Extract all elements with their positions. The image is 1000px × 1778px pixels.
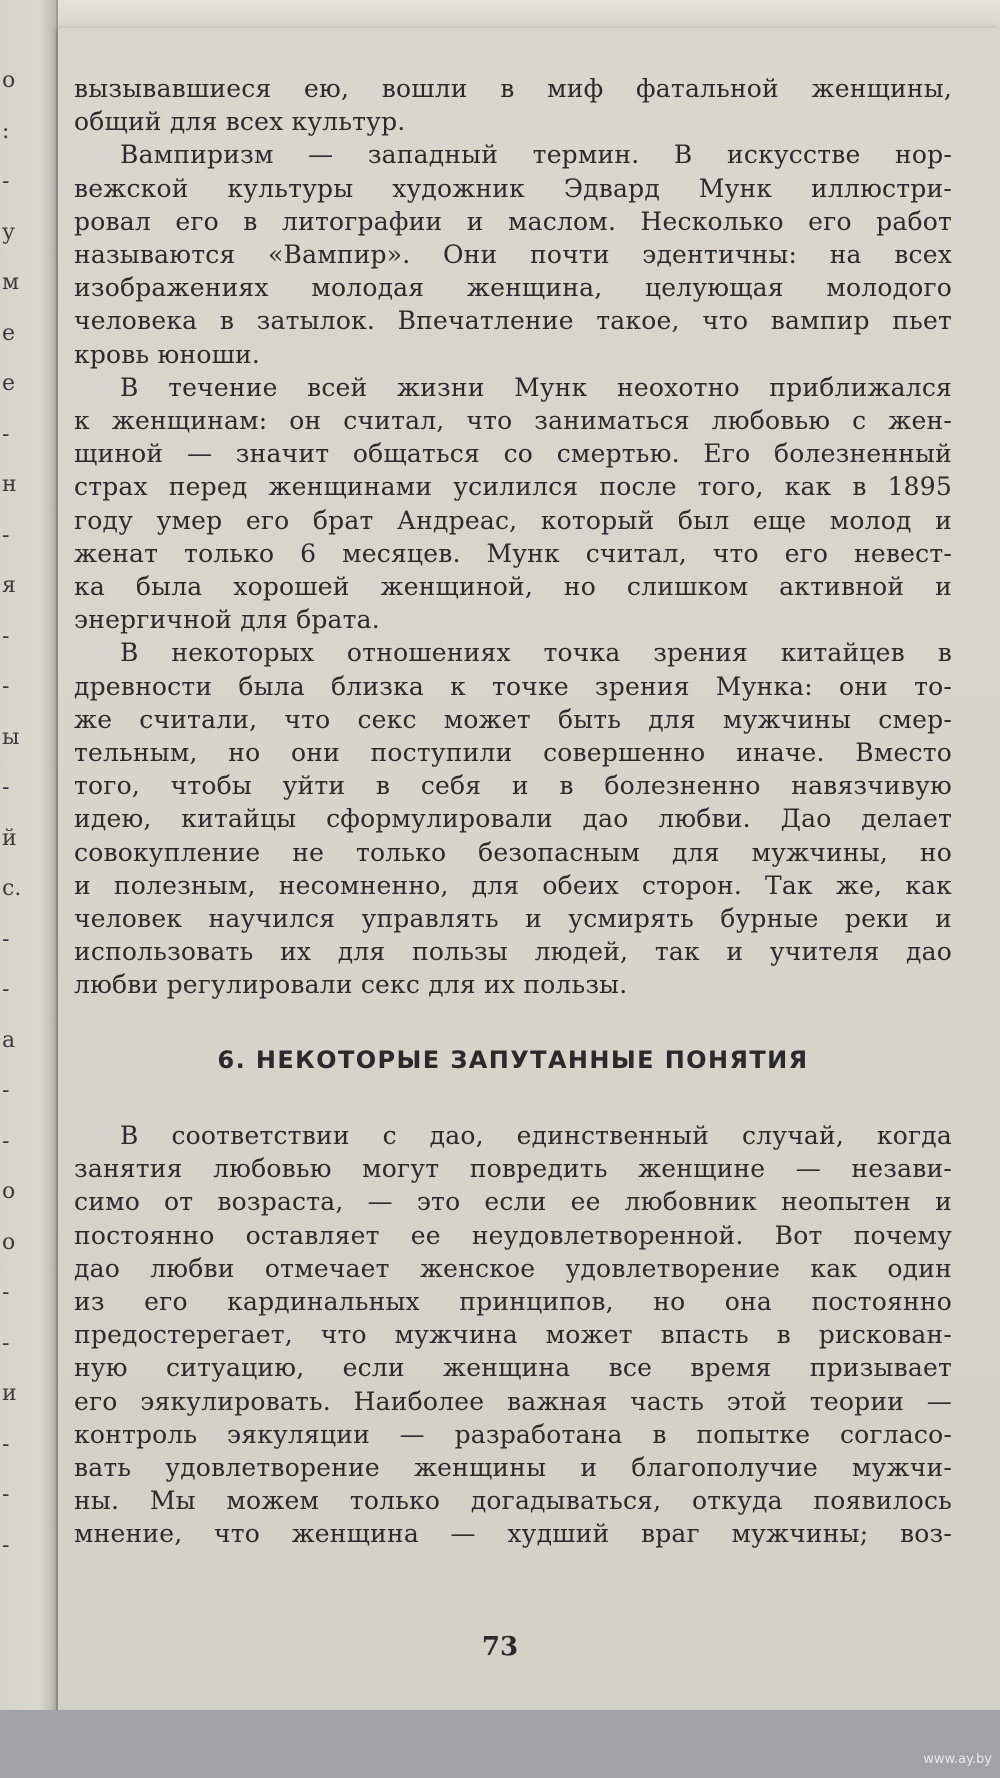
text-line: общий для всех культур. xyxy=(74,107,406,137)
text-line: вызывавшиеся ею, вошли в миф фатальной женщины, xyxy=(74,74,952,103)
left-margin-glyph: о xyxy=(2,68,16,93)
left-page-edge xyxy=(0,0,58,1778)
text-line: Вампиризм — западный термин. В искусстве нор- xyxy=(120,140,952,170)
left-margin-glyph: о xyxy=(2,1179,16,1204)
text-line: древности была близка к точке зрения Мунка: они то- xyxy=(74,671,952,701)
left-margin-glyph: е xyxy=(2,371,16,396)
text-line: тельным, но они поступили совершенно иначе. Вместо xyxy=(74,738,952,768)
text-line: мнение, что женщина — худший враг мужчины; воз- xyxy=(74,1519,952,1549)
left-margin-glyph: ы xyxy=(2,724,20,750)
left-margin-glyph: и xyxy=(2,1381,17,1406)
left-margin-glyph: а xyxy=(2,1027,16,1053)
text-line: изображениях молодая женщина, целующая молодого xyxy=(74,273,952,303)
left-margin-glyph: - xyxy=(2,977,10,1002)
background-surface xyxy=(0,1710,1000,1778)
text-line: занятия любовью могут повредить женщине — незави- xyxy=(74,1154,952,1184)
text-line: кровь юноши. xyxy=(74,339,261,369)
left-margin-glyph: - xyxy=(2,926,10,952)
paragraph xyxy=(74,72,952,138)
left-margin-glyph: - xyxy=(2,522,10,548)
left-margin-glyph: - xyxy=(2,1431,10,1457)
left-margin-glyph: : xyxy=(2,118,10,144)
text-line: предостерегает, что мужчина может впасть в рискован- xyxy=(74,1320,952,1350)
text-line: энергичной для брата. xyxy=(74,605,380,635)
paragraph xyxy=(74,138,952,370)
text-line: ровал его в литографии и маслом. Несколько его работ xyxy=(74,206,952,236)
paragraph xyxy=(74,371,952,637)
text-line: идею, китайцы сформулировали дао любви. Дао делает xyxy=(74,804,952,834)
text-line: ную ситуацию, если женщина все время призывает xyxy=(74,1353,952,1383)
text-line: вежской культуры художник Эдвард Мунк иллюстри- xyxy=(74,173,952,203)
text-line: того, чтобы уйти в себя и в болезненно навязчивую xyxy=(74,771,952,801)
watermark: www.ay.by xyxy=(923,1752,992,1767)
text-line: В течение всей жизни Мунк неохотно приближался xyxy=(120,372,952,402)
text-line: страх перед женщинами усилился после того, как в 1895 xyxy=(74,472,952,502)
left-margin-glyph: - xyxy=(2,674,10,699)
text-line: совокупление не только безопасным для мужчины, но xyxy=(74,837,952,867)
page-text xyxy=(74,72,952,1551)
text-line: называются «Вампир». Они почти эдентичны: на всех xyxy=(74,240,952,270)
left-margin-glyph: о xyxy=(2,1229,16,1255)
page-number: 73 xyxy=(481,1632,519,1662)
text-line: же считали, что секс может быть для мужчины смер- xyxy=(74,704,952,734)
left-margin-glyph: н xyxy=(2,472,17,497)
left-margin-glyph: - xyxy=(2,1078,10,1103)
left-margin-glyph: у xyxy=(2,219,15,245)
left-margin-glyph: й xyxy=(2,825,17,851)
text-line: ка была хорошей женщиной, но слишком активной и xyxy=(74,572,952,602)
left-margin-glyph: - xyxy=(2,1330,10,1356)
text-line: из его кардинальных принципов, но она постоянно xyxy=(74,1286,952,1316)
paragraph xyxy=(74,636,952,1001)
text-line: симо от возраста, — это если ее любовник неопытен и xyxy=(74,1187,952,1217)
left-margin-glyph: с. xyxy=(2,876,22,901)
left-margin-glyph: - xyxy=(2,1128,10,1154)
text-line: постоянно оставляет ее неудовлетворенной. Вот почему xyxy=(74,1220,952,1250)
text-line: дао любви отмечает женское удовлетворение как один xyxy=(74,1253,952,1283)
left-margin-glyph: - xyxy=(2,421,10,447)
left-margin-glyph: - xyxy=(2,1482,10,1507)
text-line: человек научился управлять и усмирять бурные реки и xyxy=(74,904,952,934)
text-line: женат только 6 месяцев. Мунк считал, что его невест- xyxy=(74,538,952,568)
left-margin-glyph: - xyxy=(2,1532,10,1558)
text-line: любви регулировали секс для их пользы. xyxy=(74,970,628,1000)
left-margin-glyph: - xyxy=(2,1280,10,1305)
left-margin-glyph: я xyxy=(2,573,16,598)
text-line: В некоторых отношениях точка зрения китайцев в xyxy=(120,638,952,668)
left-margin-glyph: - xyxy=(2,169,10,194)
text-line: использовать их для пользы людей, так и учителя дао xyxy=(74,937,952,967)
text-line: вать удовлетворение женщины и благополучие мужчи- xyxy=(74,1452,952,1482)
section-heading: 6. НЕКОТОРЫЕ ЗАПУТАННЫЕ ПОНЯТИЯ xyxy=(217,1045,809,1074)
left-margin-glyph: - xyxy=(2,775,10,800)
text-line: его эякулировать. Наиболее важная часть этой теории — xyxy=(74,1386,952,1416)
text-line: В соответствии с дао, единственный случай, когда xyxy=(120,1120,952,1150)
left-margin-glyph: м xyxy=(2,270,20,295)
left-margin-glyph: е xyxy=(2,320,16,346)
text-line: щиной — значит общаться со смертью. Его болезненный xyxy=(74,439,952,469)
text-line: и полезным, несомненно, для обеих сторон. Так же, как xyxy=(74,870,952,900)
text-line: к женщинам: он считал, что заниматься любовью с жен- xyxy=(74,406,952,436)
text-line: году умер его брат Андреас, который был еще молод и xyxy=(74,505,952,535)
left-margin-glyph: - xyxy=(2,623,10,649)
text-line: контроль эякуляции — разработана в попытке согласо- xyxy=(74,1419,952,1449)
text-line: ны. Мы можем только догадываться, откуда появилось xyxy=(74,1486,952,1516)
paragraph xyxy=(74,1119,952,1551)
text-line: человека в затылок. Впечатление такое, что вампир пьет xyxy=(74,306,952,336)
